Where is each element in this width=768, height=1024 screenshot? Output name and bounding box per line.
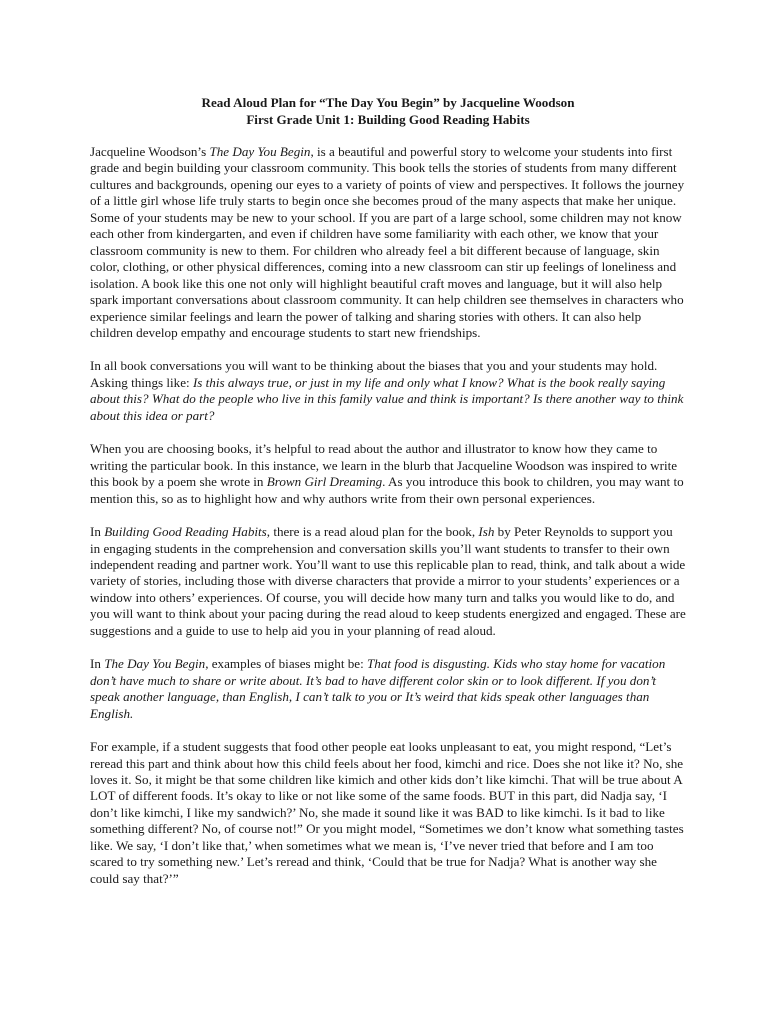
paragraph-biases: In all book conversations you will want to be thinking about the biases that you and your students may hold. Asking things like: Is this always true, or just in my life and only what I know? What is the book really saying about this? What do the people who live in this family value and think is important? Is there another way to think about this idea or part? xyxy=(90,358,684,423)
book-title: Brown Girl Dreaming xyxy=(266,474,383,490)
paragraph-author: When you are choosing books, it’s helpful to read about the author and illustrator to know how they came to writing the particular book. In this instance, we learn in the blurb that Jacqueline Woodson was inspired to write this book by a poem she wrote in Brown Girl Dreaming. As you introduce this book to children, you may want to mention this, so as to highlight how and why authors write from their own personal experiences. xyxy=(90,441,684,506)
document-title xyxy=(90,94,686,128)
title-line-2: First Grade Unit 1: Building Good Reading Habits xyxy=(246,112,530,127)
document-page xyxy=(90,94,686,904)
paragraph-intro: Jacqueline Woodson’s The Day You Begin, is a beautiful and powerful story to welcome your students into first grade and begin building your classroom community. This book tells the stories of students from many different cultures and backgrounds, opening our eyes to a variety of points of view and perspectives. It follows the journey of a little girl whose life truly starts to begin once she becomes proud of the many aspects that make her unique. Some of your students may be new to your school. If you are part of a large school, some children may not know each other from kindergarten, and even if children have some familiarity with each other, we know that your classroom community is new to them. For children who already feel a bit different because of language, skin color, clothing, or other physical differences, coming into a new classroom can stir up feelings of loneliness and isolation. A book like this one not only will highlight beautiful craft moves and language, but it will also help spark important conversations about classroom community. It can help children see themselves in characters who experience similar feelings and learn the power of talking and sharing stories with others. It can also help children develop empathy and encourage students to start new friendships. xyxy=(90,144,685,340)
unit-title: Building Good Reading Habits xyxy=(104,524,267,540)
bias-questions: Is this always true, or just in my life and only what I know? What is the book really saying about this? What do the people who live in this family value and think is important? Is there another way to think about this idea or part? xyxy=(90,374,684,423)
title-line-1: Read Aloud Plan for “The Day You Begin” by Jacqueline Woodson xyxy=(201,95,575,110)
book-title: The Day You Begin xyxy=(104,656,206,672)
paragraph-bias-examples: In The Day You Begin, examples of biases might be: That food is disgusting. Kids who stay home for vacation don’t have much to share or write about. It’s bad to have different color skin or to look different. If you don’t speak another language, than English, I can’t talk to you or It’s weird that kids speak other languages than English. xyxy=(90,656,666,721)
paragraph-reading-habits: In Building Good Reading Habits, there is a read aloud plan for the book, Ish by Peter Reynolds to support you in engaging students in the comprehension and conversation skills you’ll want students to transfer to their own independent reading and partner work. You’ll want to use this replicable plan to read, think, and talk about a wide variety of stories, including those with diverse characters that provide a mirror to your students’ experiences or a window into others’ experiences. Of course, you will decide how many turn and talks you would like to do, and you will want to think about your pacing during the read aloud to keep students energized and engaged. These are suggestions and a guide to use to help aid you in your planning of read aloud. xyxy=(90,524,686,638)
paragraph-example-response: For example, if a student suggests that food other people eat looks unpleasant to eat, you might respond, “Let’s reread this part and think about how this child feels about her food, kimchi and rice. Does she not like it? No, she loves it. So, it might be that some children like kimich and other kids don’t like kimchi. That will be true about A LOT of different foods. It’s okay to like or not like some of the same foods. BUT in this part, did Nadja say, ‘I don’t like kimchi, I like my sandwich?’ No, she made it sound like it was BAD to like kimchi. Is it bad to like something different? No, of course not!” Or you might model, “Sometimes we don’t know what something tastes like. We say, ‘I don’t like that,’ when sometimes what we mean is, ‘I’ve never tried that before and I am too scared to try something new.’ Let’s reread and think, ‘Could that be true for Nadja? What is another way she could say that?’” xyxy=(90,739,684,886)
book-title: Ish xyxy=(478,524,495,540)
bias-examples: That food is disgusting. Kids who stay home for vacation don’t have much to share or write about. It’s bad to have different color skin or to look different. If you don’t speak another language, than English, I can’t talk to you or It’s weird that kids speak other languages than English. xyxy=(90,656,666,721)
book-title: The Day You Begin xyxy=(209,144,311,159)
